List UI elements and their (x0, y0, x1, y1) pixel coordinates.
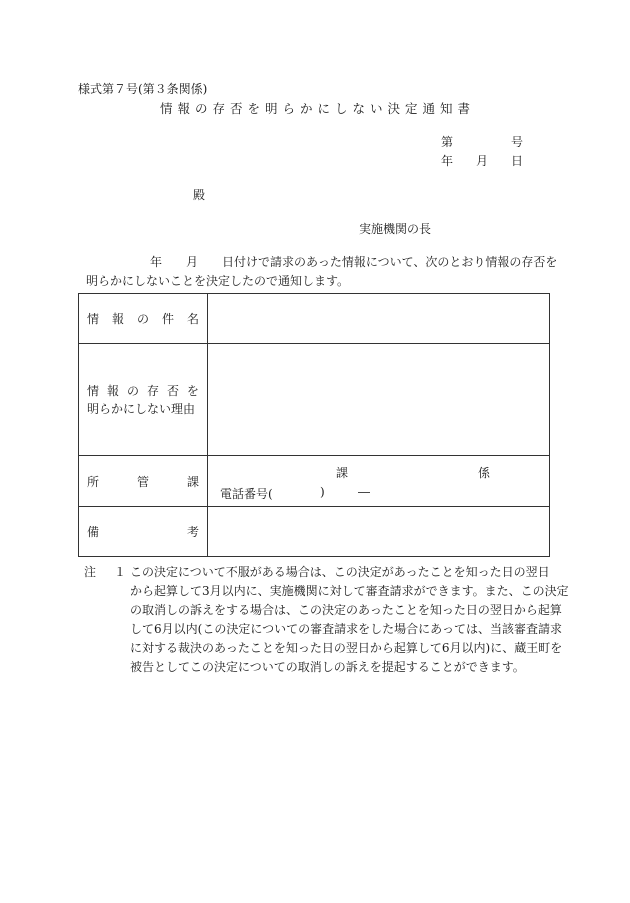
note-body (130, 563, 569, 677)
notice-table (78, 293, 550, 557)
note-line: して6月以内(この決定についての審査請求をした場合にあっては、当該審査請求 (130, 622, 562, 636)
number-prefix: 第 (441, 135, 454, 149)
table-row-reason (79, 344, 550, 456)
note-head: 注 (84, 565, 97, 579)
sender-title: 実施機関の長 (359, 222, 432, 236)
value-department[interactable] (208, 456, 550, 507)
table-row-remarks (79, 507, 550, 557)
intro-month: 月 (186, 255, 199, 269)
document-number-block (441, 133, 523, 171)
document-title: 情報の存否を明らかにしない決定通知書 (160, 101, 476, 116)
document-date-row (441, 152, 523, 171)
form-number: 様式第７号(第３条関係) (78, 82, 208, 96)
date-day: 日 (510, 154, 523, 168)
intro-line-1 (78, 253, 558, 272)
label-department (79, 456, 208, 507)
note-line: に対する裁決のあったことを知った日の翌日から起算して6月以内)に、蔵王町を (130, 641, 563, 655)
label-reason-line2: 明らかにしない理由 (87, 401, 196, 416)
note-line: から起算して3月以内に、実施機関に対して審査請求ができます。また、この決定 (130, 584, 569, 598)
addressee-honorific: 殿 (193, 188, 206, 202)
label-remarks-text: 備 考 (87, 525, 199, 539)
label-department-text: 所 管 課 (87, 474, 199, 489)
date-month: 月 (475, 154, 488, 168)
phone-close-paren: ) (320, 485, 325, 499)
department-ka-label: 課 (336, 466, 349, 480)
table-row-subject (79, 294, 550, 344)
label-reason-line1: 情 報 の 存 否 を (87, 383, 199, 398)
intro-year: 年 (150, 255, 163, 269)
label-remarks (79, 507, 208, 557)
label-subject (79, 294, 208, 344)
intro-paragraph (78, 253, 558, 291)
date-year: 年 (441, 154, 454, 168)
department-kakari-label: 係 (478, 466, 491, 480)
note-line: この決定について不服がある場合は、この決定があったことを知った日の翌日 (130, 565, 550, 579)
intro-line-1-text: 日付けで請求のあった情報について、次のとおり情報の存否を (222, 255, 558, 269)
intro-line-2: 明らかにしないことを決定したので通知します。 (86, 274, 350, 288)
number-suffix: 号 (510, 135, 523, 149)
phone-label: 電話番号( (220, 487, 273, 501)
label-subject-text: 情 報 の 件 名 (87, 312, 199, 326)
value-remarks[interactable] (208, 507, 550, 557)
note-line: 被告としてこの決定についての取消しの訴えを提起することができます。 (130, 660, 525, 674)
phone-dash: ― (358, 485, 370, 499)
value-subject[interactable] (208, 294, 550, 344)
document-number-row (441, 133, 523, 152)
value-reason[interactable] (208, 344, 550, 456)
note-number: １ (114, 565, 127, 579)
table-row-department (79, 456, 550, 507)
label-reason (79, 344, 208, 456)
note-line: の取消しの訴えをする場合は、この決定のあったことを知った日の翌日から起算 (130, 603, 562, 617)
